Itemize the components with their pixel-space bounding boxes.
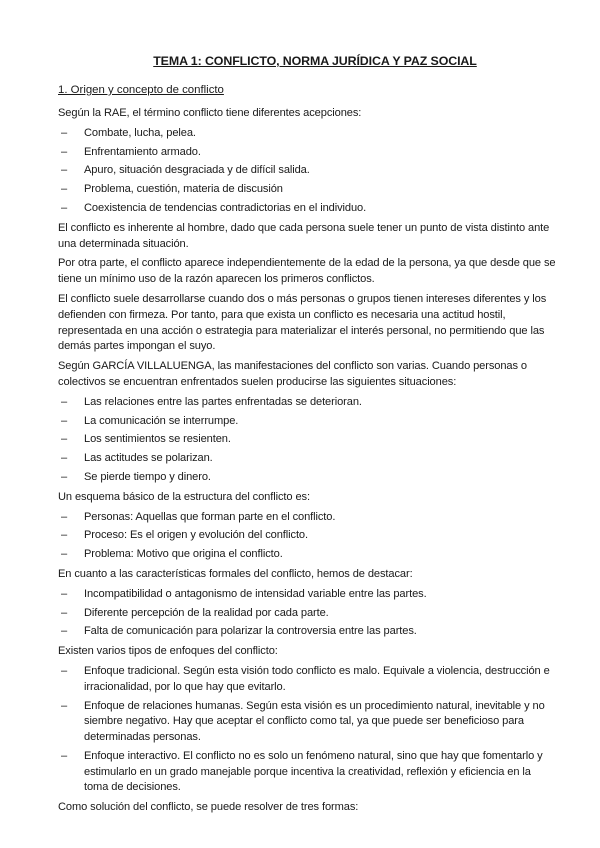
- dash-bullet: –: [61, 587, 68, 600]
- list-item: [58, 182, 556, 198]
- paragraph: El conflicto es inherente al hombre, dado que cada persona suele tener un punto de vista distinto ante una determinada situación.: [58, 221, 550, 250]
- dash-bullet: –: [61, 433, 68, 446]
- dash-bullet: –: [61, 529, 68, 542]
- document-title: TEMA 1: CONFLICTO, NORMA JURÍDICA Y PAZ SOCIAL: [153, 54, 477, 68]
- list-item-text: Diferente percepción de la realidad por cada parte.: [84, 606, 329, 619]
- list-item: [58, 699, 556, 746]
- list-item-text: Coexistencia de tendencias contradictorias en el individuo.: [84, 201, 367, 214]
- list-item-text: Problema, cuestión, materia de discusión: [84, 183, 283, 196]
- list-item-text: Incompatibilidad o antagonismo de intensidad variable entre las partes.: [84, 587, 427, 600]
- list-item: [58, 201, 556, 217]
- dash-bullet: –: [61, 606, 68, 619]
- dash-bullet: –: [61, 749, 68, 762]
- list-item: [58, 547, 556, 563]
- list-item: [58, 510, 556, 526]
- dash-bullet: –: [61, 470, 68, 483]
- paragraph: El conflicto suele desarrollarse cuando dos o más personas o grupos tienen intereses diferentes y los defienden con firmeza. Por tanto, para que exista un conflicto es necesaria una actitud hostil, representada en una acción o estrategia para materializar el interés personal, no permitiendo que las demás partes impongan el suyo.: [58, 292, 547, 353]
- dash-bullet: –: [61, 625, 68, 638]
- dash-bullet: –: [61, 183, 68, 196]
- bullet-list: [58, 664, 556, 796]
- list-item-text: Problema: Motivo que origina el conflicto.: [84, 548, 283, 561]
- dash-bullet: –: [61, 452, 68, 465]
- list-item-text: Falta de comunicación para polarizar la controversia entre las partes.: [84, 625, 417, 638]
- list-item: [58, 606, 556, 622]
- bullet-list: [58, 510, 556, 563]
- list-item: [58, 664, 556, 696]
- dash-bullet: –: [61, 395, 68, 408]
- list-item-text: Enfoque tradicional. Según esta visión todo conflicto es malo. Equivale a violencia, destrucción e irracionalidad, por lo que hay que evitarlo.: [84, 664, 550, 693]
- paragraph: En cuanto a las características formales del conflicto, hemos de destacar:: [58, 567, 413, 580]
- bullet-list: [58, 126, 556, 217]
- paragraph: Como solución del conflicto, se puede resolver de tres formas:: [58, 801, 359, 814]
- bullet-list: [58, 587, 556, 640]
- dash-bullet: –: [61, 414, 68, 427]
- list-item: [58, 126, 556, 142]
- list-item-text: Enfoque de relaciones humanas. Según esta visión es un procedimiento natural, inevitable y no siembre negativo. Hay que aceptar el conflicto como tal, ya que puede ser beneficioso para determinadas personas.: [84, 699, 545, 744]
- list-item: [58, 414, 556, 430]
- bullet-list: [58, 395, 556, 486]
- list-item-text: Las actitudes se polarizan.: [84, 452, 213, 465]
- list-item-text: Se pierde tiempo y dinero.: [84, 470, 211, 483]
- list-item: [58, 395, 556, 411]
- list-item-text: Los sentimientos se resienten.: [84, 433, 231, 446]
- list-item: [58, 145, 556, 161]
- dash-bullet: –: [61, 664, 68, 677]
- dash-bullet: –: [61, 145, 68, 158]
- list-item: [58, 624, 556, 640]
- list-item-text: Enfrentamiento armado.: [84, 145, 201, 158]
- list-item-text: Personas: Aquellas que forman parte en el conflicto.: [84, 510, 336, 523]
- dash-bullet: –: [61, 548, 68, 561]
- section-heading: 1. Origen y concepto de conflicto: [58, 84, 224, 96]
- paragraph: Un esquema básico de la estructura del conflicto es:: [58, 490, 310, 503]
- list-item-text: Enfoque interactivo. El conflicto no es solo un fenómeno natural, sino que hay que fomentarlo y estimularlo en un grado manejable porque incentiva la creatividad, reflexión y eficiencia en la toma de decisiones.: [84, 749, 543, 794]
- list-item: [58, 163, 556, 179]
- list-item-text: Las relaciones entre las partes enfrentadas se deterioran.: [84, 395, 362, 408]
- list-item: [58, 451, 556, 467]
- dash-bullet: –: [61, 126, 68, 139]
- list-item-text: La comunicación se interrumpe.: [84, 414, 239, 427]
- list-item: [58, 587, 556, 603]
- list-item-text: Proceso: Es el origen y evolución del conflicto.: [84, 529, 308, 542]
- list-item: [58, 432, 556, 448]
- dash-bullet: –: [61, 164, 68, 177]
- paragraph: Por otra parte, el conflicto aparece independientemente de la edad de la persona, ya que desde que se tiene un mínimo uso de la razón aparecen los primeros conflictos.: [58, 257, 556, 286]
- paragraph: Según GARCÍA VILLALUENGA, las manifestaciones del conflicto son varias. Cuando personas o colectivos se encuentran enfrentados suelen producirse las siguientes situaciones:: [58, 360, 528, 388]
- dash-bullet: –: [61, 510, 68, 523]
- list-item: [58, 528, 556, 544]
- list-item-text: Combate, lucha, pelea.: [84, 126, 196, 139]
- dash-bullet: –: [61, 699, 68, 712]
- list-item-text: Apuro, situación desgraciada y de difícil salida.: [84, 164, 310, 177]
- dash-bullet: –: [61, 201, 68, 214]
- paragraph: Existen varios tipos de enfoques del conflicto:: [58, 645, 278, 658]
- paragraph: Según la RAE, el término conflicto tiene diferentes acepciones:: [58, 107, 362, 119]
- list-item: [58, 749, 556, 796]
- list-item: [58, 470, 556, 486]
